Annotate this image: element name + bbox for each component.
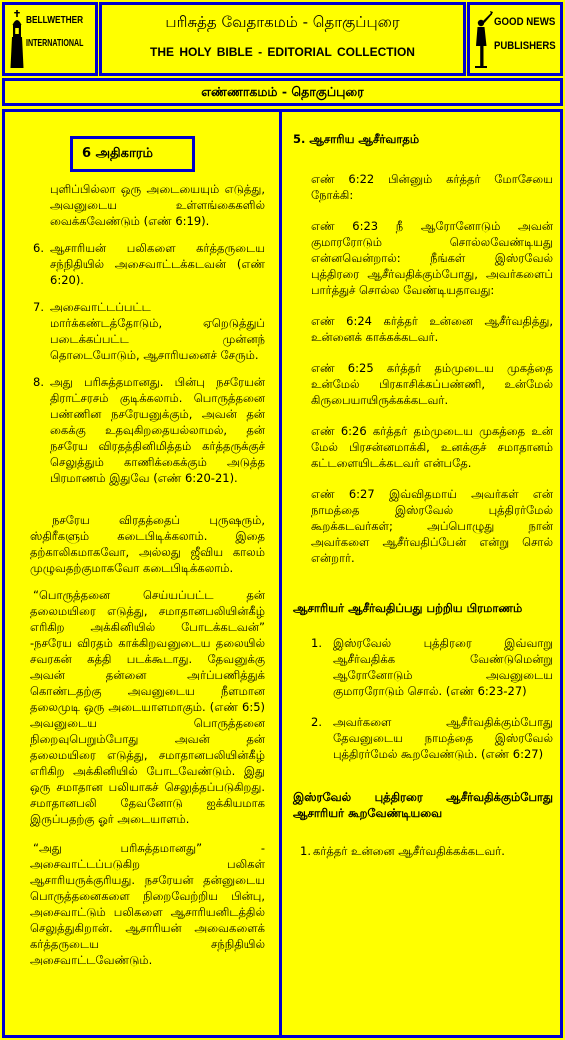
list-item-number: 7.: [33, 300, 44, 314]
list-item-number: 2.: [311, 715, 322, 729]
list-item-number: 1.: [300, 844, 311, 858]
book-title: எண்ணாகமம் - தொகுப்புரை: [201, 84, 364, 99]
verse-paragraph: எண் 6:26 கர்த்தர் தம்முடைய முகத்தை உன் மேல் பிரசன்னமாக்கி, உனக்குச் சமாதானம் கட்டளையிடக்கடவர் என்பதே.: [311, 424, 553, 470]
left-column: [5, 112, 279, 1035]
list-item-text: கர்த்தர் உன்னை ஆசீர்வதிக்கக்கடவர்.: [313, 844, 505, 858]
bell-tower-icon: [9, 10, 25, 68]
list-item: [293, 714, 553, 762]
subsection-heading: ஆசாரியர் ஆசீர்வதிப்பது பற்றிய பிரமாணம்: [293, 601, 523, 615]
content-columns: [2, 109, 563, 1038]
verse-paragraph: எண் 6:22 பின்னும் கர்த்தர் மோசேயை நோக்கி:: [311, 172, 553, 202]
continuation-paragraph: புளிப்பில்லா ஒரு அடையையும் எடுத்து, அவனுடைய உள்ளங்கைகளில் வைக்கவேண்டும் (எண் 6:19).: [50, 182, 265, 228]
list-item-text: அவர்களை ஆசீர்வதிக்கும்போது தேவனுடைய நாமத்தை இஸ்ரவேல் புத்திரர்மேல் கூறவேண்டும். (எண் 6:27): [333, 715, 553, 761]
list-item: [293, 843, 553, 859]
chapter-label: 6 அதிகாரம்: [82, 146, 153, 161]
list-item-number: 6.: [33, 241, 44, 255]
subsection-heading: இஸ்ரவேல் புத்திரரை ஆசீர்வதிக்கும்போது ஆசாரியர் கூறவேண்டியவை: [293, 790, 553, 820]
logo-left-line2: INTERNATIONAL: [26, 38, 84, 49]
commentary-paragraph: “பொருத்தனை செய்யப்பட்ட தன் தலைமயிரை எடுத்து, சமாதானபலியின்கீழ் எரிகிற அக்கினியில் போடக்கடவன்” -நசரேய விரதம் காக்கிறவனுடைய தலையில் சவரகன் கத்தி படக்கூடாது. தேவனுக்கு அவன் தன்னை அர்ப்பணித்துக் கொண்டதற்கு அவனுடைய நீளமான தலைமுடி ஒரு அடையாளமாகும். (எண் 6:5) அவனுடைய பொருத்தனை நிறைவுபெறும்போது அவன் தன் தலைமயிரை எடுத்து, சமாதானபலியின்கீழ் எரிகிற அக்கினியில் போடவேண்டும். இது ஒரு சமாதான பலியாகச் செலுத்தப்படுகிறது. சமாதானபலி தேவனோடு ஐக்கியமாக இருப்பதற்கு ஓர் அடையாளம்.: [30, 588, 265, 826]
book-title-bar: [2, 78, 563, 106]
verse-paragraph: எண் 6:25 கர்த்தர் தம்முடைய முகத்தை உன்மேல் பிரகாசிக்கப்பண்ணி, உன்மேல் கிருபையாயிருக்கக்கடவர்.: [311, 361, 553, 407]
list-item: [30, 374, 265, 486]
list-item-number: 8.: [33, 375, 44, 389]
list-item-text: ஆசாரியன் பலிகளை கர்த்தருடைய சந்நிதியில் அசைவாட்டக்கடவன் (எண் 6:20).: [50, 241, 265, 287]
publisher-logo-right: [467, 2, 563, 76]
verse-paragraph: எண் 6:24 கர்த்தர் உன்னை ஆசீர்வதித்து, உன்னைக் காக்கக்கடவர்.: [311, 314, 553, 344]
logo-left-line1: BELLWETHER: [26, 15, 84, 26]
list-item: [30, 240, 265, 288]
page-title-box: [99, 2, 466, 76]
title-english: THE HOLY BIBLE - EDITORIAL COLLECTION: [150, 45, 415, 59]
chapter-heading-box: [70, 136, 195, 172]
logo-right-line1: GOOD NEWS: [494, 16, 556, 28]
list-item: [293, 635, 553, 699]
list-item-text: அது பரிசுத்தமானது. பின்பு நசரேயன் திராட்சரசம் குடிக்கலாம். பொருத்தனை பண்ணின நசரேயனுக்கும், அவன் தன் கைக்கு உதவுகிறதையல்லாமல், தன் நசரேய விரதத்தினிமித்தம் கர்த்தருக்குச் செலுத்தும் காணிக்கைக்கும் அடுத்த பிரமாணம் இதுவே (எண் 6:20-21).: [50, 375, 265, 485]
verse-paragraph: எண் 6:23 நீ ஆரோனோடும் அவன் குமாரரோடும் சொல்லவேண்டியது என்னவென்றால்: நீங்கள் இஸ்ரவேல் புத்திரரை ஆசீர்வதிக்கும்போது, அவர்களைப் பார்த்துச் சொல்ல வேண்டியதாவது:: [311, 219, 553, 297]
logo-right-line2: PUBLISHERS: [494, 40, 556, 52]
section-heading: 5. ஆசாரிய ஆசீர்வாதம்: [293, 132, 420, 146]
publisher-logo-left: [2, 2, 98, 76]
commentary-paragraph: “அது பரிசுத்தமானது” - அசைவாட்டப்படுகிற பலிகள் ஆசாரியருக்குரியது. நசரேயன் தன்னுடைய பொருத்தனைகளை நிறைவேற்றிய பின்பு, அசைவாட்டும் பலிகளை ஆசாரியனிடத்தில் செலுத்துகிறான். ஆசாரியன் அவைகளைக் கர்த்தருடைய சந்நிதியில் அசைவாட்டவேண்டும்.: [30, 841, 265, 967]
list-item-text: இஸ்ரவேல் புத்திரரை இவ்வாறு ஆசீர்வதிக்க வேண்டுமென்று ஆரோனோடும் அவனுடைய குமாரரோடும் சொல். (எண் 6:23-27): [333, 636, 553, 698]
list-item: [30, 299, 265, 363]
herald-icon: [473, 10, 493, 68]
right-column: [282, 112, 560, 1035]
list-item-text: அசைவாட்டப்பட்ட மார்க்கண்டத்தோடும், ஏறெடுத்துப் படைக்கப்பட்ட முன்னந் தொடையோடும், ஆசாரியனைச் சேரும்.: [50, 300, 265, 362]
title-tamil: பரிசுத்த வேதாகமம் - தொகுப்புரை: [165, 13, 400, 31]
list-item-number: 1.: [311, 636, 322, 650]
verse-paragraph: எண் 6:27 இவ்விதமாய் அவர்கள் என் நாமத்தை இஸ்ரவேல் புத்திரர்மேல் கூறக்கடவர்கள்; அப்பொழுது நான் அவர்களை ஆசீர்வதிப்பேன் என்று சொல் என்றார்.: [311, 487, 553, 565]
commentary-paragraph: நசரேய விரதத்தைப் புருஷரும், ஸ்திரீகளும் கடைபிடிக்கலாம். இதை தற்காலிகமாகவோ, அல்லது ஜீவிய காலம் முழுவதற்குமாகவோ கடைபிடிக்கலாம்.: [30, 513, 265, 575]
